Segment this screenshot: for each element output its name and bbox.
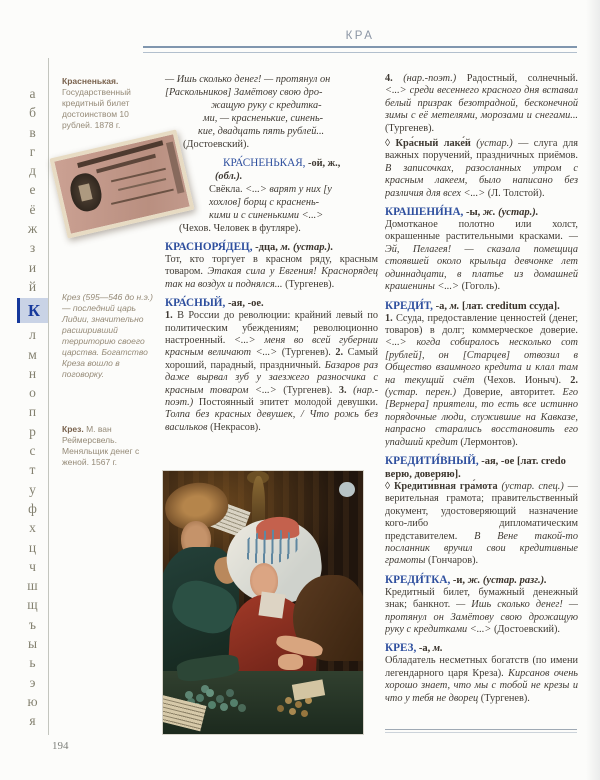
- painting-woman-hand: [278, 654, 303, 670]
- text-run: (Л. Толстой).: [487, 187, 545, 199]
- text-line: [165, 209, 378, 222]
- text-line: [165, 86, 378, 99]
- text-line: [165, 170, 378, 183]
- text-run: (Тургенев).: [385, 122, 435, 134]
- text-run: кие, двадцать пять рублей...: [198, 126, 325, 137]
- text-run: Обладатель несметных богатств (по имени легендарного царя Креза).: [385, 655, 578, 679]
- text-run: м.: [432, 643, 443, 655]
- text-run: -а,: [416, 643, 433, 655]
- entry-krez: [385, 642, 578, 705]
- text-run: 2.: [570, 374, 578, 386]
- sidebar-letter-ш: ш: [27, 578, 38, 594]
- text-run: КРЕДИТИ́ВНЫЙ,: [385, 454, 479, 467]
- text-run: КРЕДИ́Т,: [385, 299, 433, 312]
- sidebar-letter-в: в: [29, 124, 36, 140]
- sidebar-letter-т: т: [29, 462, 36, 478]
- painting-coins: [185, 691, 193, 699]
- entry-headword-line: [165, 241, 378, 254]
- entry-body: [385, 587, 578, 637]
- text-run: (Чехов. Человек в футляре).: [179, 223, 301, 234]
- text-run: (обл.).: [215, 171, 243, 182]
- text-run: ◊: [385, 480, 394, 492]
- sidebar-letter-ж: ж: [27, 221, 38, 237]
- painting-shelf-object: [339, 482, 355, 498]
- sidebar-letter-е: е: [29, 182, 36, 198]
- text-run: Кредити́вная гра́мота: [393, 480, 502, 492]
- text-run: Кредитный билет, бумажный денежный знак; банкнот.: [385, 586, 578, 611]
- sidebar-letter-ь: ь: [29, 655, 36, 671]
- text-run: КРЕДИ́ТКА,: [385, 573, 451, 586]
- entry-body: [385, 219, 578, 293]
- header-rule: [143, 46, 577, 53]
- idiom-krasny-lakey: [385, 138, 578, 200]
- entry-headword-line: [385, 574, 578, 587]
- entry-body: [385, 73, 578, 135]
- sidebar-letter-с: с: [29, 443, 36, 459]
- sidebar-letter-б: б: [29, 105, 36, 121]
- text-run: [лат. credo верю, доверяю].: [385, 455, 566, 480]
- sidebar-letter-з: з: [29, 240, 36, 256]
- text-run: <...> среди весеннего красного дня вставал белый призрак безотрадной, бесконечной зимы с её метелями, морозами и снегами...: [385, 85, 578, 122]
- text-run: <...> когда собиралось несколько сот [рублей], он [Старцев] отвозил в Общество взаимного кредита и клал там на текущий счёт: [385, 337, 578, 386]
- painting-woman-chemise: [258, 591, 285, 618]
- text-line: [165, 157, 378, 170]
- kreditka-quote-continuation: [165, 73, 378, 151]
- margin-note-painting-caption: [62, 424, 160, 468]
- text-run: Базаров раз даже вырвал зуб у заезжего разносчика с красным товаром <...>: [165, 359, 378, 396]
- sidebar-letter-ф: ф: [28, 500, 37, 516]
- text-run: (Гончаров).: [428, 555, 479, 567]
- sidebar-letter-и: и: [28, 259, 37, 275]
- text-run: — Ишь сколько денег! — протянул он Замётову свою дрожащую руку с кредитками <...>: [385, 599, 578, 636]
- sidebar-letter-ч: ч: [29, 558, 36, 574]
- text-run: (Достоевский).: [183, 139, 250, 150]
- entry-krasny-sense4: [385, 73, 578, 135]
- margin-note-croesus: [62, 292, 160, 380]
- text-run: ◊: [385, 138, 396, 150]
- sidebar-letter-м: м: [28, 346, 37, 362]
- text-run: Кирсанов очень хорошо знает, что мы с тобой не крезы и что у тебя не дворец: [385, 667, 578, 704]
- text-run: (Достоевский).: [493, 624, 561, 636]
- text-run: (Гоголь).: [461, 281, 501, 293]
- sidebar-letter-щ: щ: [27, 597, 38, 613]
- margin-note-body: Крез (595—546 до н.э.) — последний царь Лидии, значительно расширивший территорию своего царства. Богатство Креза вошло в поговорку.: [62, 292, 153, 379]
- entry-body: [385, 313, 578, 449]
- text-line: [165, 222, 378, 235]
- column-left: [165, 73, 378, 440]
- column-right: [385, 73, 578, 735]
- text-run: Постоянный эпитет молодой девушки.: [198, 397, 378, 409]
- sidebar-letter-й: й: [28, 278, 37, 294]
- text-run: -ая, -ое.: [225, 298, 264, 310]
- text-run: хохлов] борщ с краснень-: [209, 197, 320, 208]
- page-edge-shadow: [586, 0, 600, 780]
- sidebar-letter-л: л: [29, 327, 36, 343]
- banknote-eagle-emblem: [67, 170, 105, 214]
- text-line: [165, 138, 378, 151]
- text-run: Кра́сный лаке́й: [395, 138, 477, 150]
- entry-headword-line: [385, 300, 578, 313]
- text-run: 1.: [385, 312, 396, 324]
- text-run: КРАШЕНИ́НА,: [385, 206, 464, 219]
- sidebar-letter-п: п: [28, 404, 37, 420]
- text-run: <...> варят у них [у: [245, 184, 332, 195]
- text-run: Толпа без красных девушек, / Что рожь без васильков: [165, 409, 378, 433]
- banknote-rule: [118, 178, 166, 191]
- sidebar-letter-у: у: [29, 481, 36, 497]
- text-run: жащую руку с кредитка-: [211, 100, 322, 111]
- text-run: (устар.): [476, 138, 519, 150]
- text-run: (устар. перен.): [385, 386, 464, 398]
- text-run: Радостный, солнечный.: [466, 73, 578, 84]
- text-run: (устар. спец.): [501, 480, 568, 492]
- entry-body: [385, 655, 578, 705]
- text-run: Этакая сила у Евгения! Краснорядец так на воздух и поднялся...: [165, 266, 379, 290]
- entry-body: [165, 254, 378, 291]
- text-line: [165, 196, 378, 209]
- text-run: (Тургенев).: [277, 347, 336, 359]
- sidebar-letter-ъ: ъ: [29, 616, 36, 632]
- text-run: КРА́СНЕНЬКАЯ,: [223, 157, 306, 169]
- text-run: кими и с синенькими <...>: [209, 210, 324, 221]
- sidebar-letter-я: я: [29, 713, 36, 729]
- text-line: [165, 112, 378, 125]
- text-line: [165, 183, 378, 196]
- text-run: КРЕЗ,: [385, 642, 417, 655]
- text-run: КРАСНОРЯ́ДЕЦ,: [165, 241, 253, 253]
- text-run: (Тургенев).: [282, 278, 335, 290]
- margin-note-body: Государственный кредитный билет достоинством 10 рублей. 1878 г.: [62, 87, 131, 130]
- sidebar-letter-о: о: [29, 385, 36, 401]
- text-run: -и,: [450, 574, 468, 586]
- text-run: <...> меня во всей губернии красным величают <...>: [165, 335, 378, 359]
- text-run: м.: [449, 300, 463, 312]
- text-run: (нар.-поэт.): [403, 73, 467, 84]
- text-run: ж. (устар. разг.).: [467, 574, 547, 586]
- entry-kreditka: [385, 574, 578, 637]
- text-run: Домотканое полотно или холст, окрашенные растительными красками.: [385, 219, 578, 243]
- sidebar-letter-х: х: [29, 520, 36, 536]
- running-head: КРА: [345, 30, 375, 42]
- text-run: Ссуда, предоставление ценностей (денег, товаров) в долг; коммерческое доверие.: [385, 312, 578, 336]
- entry-krasny: [165, 297, 378, 434]
- text-run: ми, — красненькие, синень-: [203, 113, 324, 124]
- text-run: — слуга для важных поручений, праздничных приёмов.: [385, 138, 578, 162]
- entry-headword-line: [385, 642, 578, 655]
- sidebar-letter-ц: ц: [28, 539, 37, 555]
- entry-headword-line: [385, 455, 578, 481]
- page-number: 194: [52, 740, 69, 752]
- text-run: (Лермонтов).: [460, 436, 518, 448]
- sidebar-letter-ё: ё: [29, 201, 36, 217]
- text-run: -ая, -ое: [478, 455, 517, 467]
- painting-moneychanger-and-wife: [163, 471, 363, 734]
- column-end-rule: [385, 729, 577, 733]
- banknote-emblem-core: [79, 184, 93, 201]
- text-run: -а,: [432, 300, 450, 312]
- text-run: (Чехов. Ионыч).: [483, 374, 571, 386]
- entry-headword-line: [385, 206, 578, 219]
- text-run: (Тургенев).: [276, 384, 339, 396]
- sidebar-letter-э: э: [29, 674, 36, 690]
- sidebar-letter-ы: ы: [27, 636, 38, 652]
- text-run: В России до революции: крайний левый по политическим убеждениям; революционно настроенный.: [165, 310, 378, 347]
- text-run: Свёкла.: [209, 184, 246, 195]
- text-run: Доверие, авторитет.: [463, 386, 563, 398]
- text-run: 1.: [165, 310, 178, 322]
- text-run: В записочках, разосланных утром с красным лакеем, было написано без различия для всех <...>: [385, 162, 578, 199]
- text-run: -ы,: [463, 207, 483, 219]
- text-run: м. (устар.).: [280, 242, 334, 253]
- margin-note-body: М. ван Реймерсвель. Меняльщик денег с женой. 1567 г.: [62, 424, 140, 467]
- entry-body: [385, 481, 578, 568]
- entry-krasnoryadets: [165, 241, 378, 291]
- entry-body: [385, 138, 578, 200]
- text-line: [165, 99, 378, 112]
- sidebar-letter-д: д: [29, 163, 36, 179]
- entry-body: [165, 310, 378, 434]
- text-run: (Некрасов).: [210, 421, 261, 433]
- text-run: 2.: [335, 347, 348, 359]
- text-run: 4.: [385, 73, 404, 84]
- text-run: — верительная грамота; правительственный документ, удостоверяющий назначение кого-либо дипломатическим представителем.: [385, 480, 578, 542]
- entry-kreditivny: [385, 455, 578, 568]
- text-run: 3.: [338, 384, 354, 396]
- text-run: — Эй, Пелагея! — сказала помещица стоявшей около крыльца девчонке лет одиннадцати, в платье из домашней крашенины <...>: [385, 231, 578, 293]
- text-run: -дца,: [252, 242, 281, 253]
- text-run: Самый хороший, парадный, праздничный.: [165, 347, 378, 371]
- sidebar-letter-К: К: [17, 298, 48, 323]
- text-run: -ой, ж.,: [305, 158, 341, 169]
- painting-gold-coins: [285, 697, 292, 704]
- entry-krasnenkaya: [165, 157, 378, 235]
- text-run: [лат. creditum ссуда].: [462, 300, 560, 312]
- entry-headword-line: [165, 297, 378, 310]
- sidebar-letter-р: р: [29, 423, 36, 439]
- text-run: (Тургенев).: [480, 692, 530, 704]
- text-run: ж. (устар.).: [482, 207, 539, 219]
- text-run: Его [Вернера] приятели, то есть все истинно порядочные люди, служившие на Кавказе, напрасно старались восстановить его упадший кредит: [385, 386, 578, 448]
- sidebar-letter-н: н: [28, 365, 37, 381]
- text-run: В Вене такой-то посланник вручил свои кредитивные грамоты: [385, 530, 578, 567]
- entry-kredit: [385, 300, 578, 449]
- sidebar-letter-ю: ю: [27, 693, 38, 709]
- text-run: Тот, кто торгует в красном ряду, красным товаром.: [165, 254, 378, 278]
- margin-note-title: Крез.: [62, 424, 84, 434]
- margin-note-banknote: [62, 76, 160, 131]
- text-run: (нар.-поэт.): [165, 384, 379, 409]
- text-run: [Раскольников] Замётову свою дро-: [165, 87, 323, 98]
- sidebar-letter-г: г: [29, 143, 36, 159]
- text-run: — Ишь сколько денег! — протянул он: [165, 74, 331, 85]
- alphabet-sidebar: [17, 84, 48, 731]
- text-run: КРА́СНЫЙ,: [165, 297, 226, 310]
- entry-krashenina: [385, 206, 578, 293]
- margin-note-title: Красненькая.: [62, 76, 119, 86]
- text-line: [165, 125, 378, 138]
- sidebar-letter-а: а: [29, 86, 36, 101]
- text-line: [165, 73, 378, 86]
